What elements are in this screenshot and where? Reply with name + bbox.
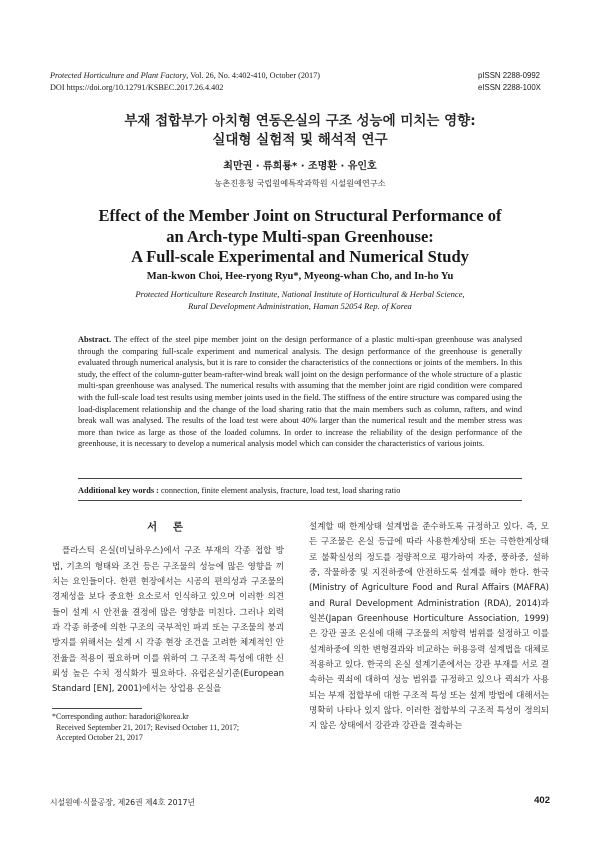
korean-title-line2: 실대형 실험적 및 해석적 연구: [212, 132, 388, 148]
citation-block: [50, 70, 320, 93]
keywords-label: Additional key words :: [78, 486, 159, 495]
abstract: [78, 334, 522, 450]
english-affiliation-line2: Rural Development Administration, Haman 52054 Rep. of Korea: [188, 301, 412, 311]
english-title-line2: an Arch-type Multi-span Greenhouse:: [166, 226, 434, 246]
intro-paragraph-right: 설계할 때 한계상태 설계법을 준수하도록 규정하고 있다. 즉, 모든 구조물은 온실 등급에 따라 사용한계상태 또는 극한한계상태로 불확실성의 정도를 정량적으로 평가하여 자중, 풍하중, 설하중, 작물하중 및 지진하중에 안전하도록 설계를 해야 한다. 한국(Ministry of Agriculture Food and Rural Affairs (MAFRA) and Rural Development Administration (RDA), 2014)과 일본(Japan Greenhouse Horticulture Association, 1999)은 강관 골조 온실에 대해 구조물의 저항력 범위를 설정하고 이를 설계하중에 의한 변형결과와 비교하는 허용응력 설계법을 대체로 적용하고 있다. 한국의 온실 설계기준에서는 강관 부재를 서로 결속하는 퀵쇠에 대하여 성능 범위를 규정하고 있으나 퀵쇠가 사용되는 부재 접합부에 대한 구조적 특성 또는 설계 방법에 대해서는 명확히 나타나 있지 않다. 이러한 접합부의 구조적 특성이 정의되지 않은 상태에서 강관과 강관을 결속하는: [309, 522, 549, 732]
korean-affiliation: 농촌진흥청 국립원예특작과학원 시설원예연구소: [214, 178, 386, 188]
body-column-left: [52, 520, 284, 698]
english-title-line3: A Full-scale Experimental and Numerical Study: [131, 247, 469, 266]
korean-title-line1: 부재 접합부가 아치형 연동온실의 구조 성능에 미치는 영향:: [124, 113, 476, 129]
abstract-label: Abstract.: [78, 335, 112, 344]
intro-paragraph-left: 플라스틱 온실(비닐하우스)에서 구조 부재의 각종 접합 방법, 기초의 형태와 조건 등은 구조물의 성능에 많은 영향을 끼치는 요인들이다. 한편 현장에서는 시공의 편의성과 구조물의 경제성을 보다 중요한 요소로서 인식하고 있으며 이러한 의견들이 설계 시 안전율 결정에 많은 영향을 미친다. 그러나 외력과 각종 하중에 의한 구조의 국부적인 파괴 또는 구조물의 붕괴 방지를 위해서는 설계 시 각종 현장 조건을 고려한 체계적인 안전율을 적용이 필요하며 이를 위하여 그 구조적 특성에 대한 신뢰성 높은 수치 정식화가 필요하다. 유럽온실기준(European Standard [EN], 2001)에서는 상업용 온실을: [52, 546, 284, 695]
issn-block: [478, 70, 550, 93]
section-heading-introduction: 서 론: [147, 521, 189, 533]
keywords-bottom-rule: [78, 500, 522, 501]
english-authors: Man-kwon Choi, Hee-ryong Ryu*, Myeong-whan Cho, and In-ho Yu: [146, 271, 454, 282]
english-title: [50, 206, 550, 268]
journal-name: Protected Horticulture and Plant Factory: [50, 71, 187, 80]
received-date: Received September 21, 2017; Revised October 11, 2017;: [56, 722, 240, 732]
accepted-date: Accepted October 21, 2017: [56, 733, 143, 743]
doi-link[interactable]: DOI https://doi.org/10.12791/KSBEC.2017.26.4.402: [50, 82, 224, 92]
citation-info: , Vol. 26, No. 4:402-410, October (2017): [186, 71, 320, 80]
korean-title: [60, 112, 540, 150]
corresponding-author: *Corresponding author: haradori@korea.kr: [52, 712, 189, 721]
abstract-text: The effect of the steel pipe member joint on the design performance of a plastic multi-span greenhouse was analysed through the comparing full-scale experiment and numerical analysis. The design performance of the greenhouse is generally evaluated through numerical analysis, but it is rare to consider the characteristics of the connections or joints of the members. In this study, the effect of the column-gutter beam-rafter-wind break wall joint on the design performance of the whole structure of a plastic multi-span greenhouse was analysed. The numerical results with assuming that the member joint are rigid condition were compared with the full-scale load test results using member joints used in the field. The stiffness of the entire structure was compared using the load-displacement relationship and the change of the load sharing ratio that the main members such as column, rafters, and wind break wall was analysed. The results of the load test were about 40% larger than the numerical result and the member stress was more than twice as large as those of the loaded columns. In order to increase the reliability of the design performance of the greenhouse, it is necessary to develop a numerical analysis model which can consider the characteristics of various joints.: [78, 335, 522, 449]
footnote-rule: [52, 708, 142, 709]
page-number: 402: [534, 795, 550, 806]
english-affiliation: [60, 288, 540, 312]
keywords: [78, 485, 522, 497]
pissn: pISSN 2288-0992: [478, 71, 540, 80]
journal-header: [50, 70, 550, 96]
english-title-line1: Effect of the Member Joint on Structural Performance of: [98, 206, 502, 225]
body-column-right: [309, 520, 549, 735]
english-affiliation-line1: Protected Horticulture Research Institute, National Institute of Horticultural & Herbal Science,: [135, 289, 465, 299]
footer-journal: 시설원예·식물공장, 제26권 제4호 2017년: [50, 798, 196, 807]
footnotes: [52, 712, 284, 744]
korean-authors: 최만권 · 류희룡* · 조명환 · 유인호: [223, 161, 377, 172]
keywords-text: connection, finite element analysis, fracture, load test, load sharing ratio: [158, 486, 401, 495]
eissn: eISSN 2288-100X: [478, 82, 541, 92]
keywords-top-rule: [78, 478, 522, 479]
